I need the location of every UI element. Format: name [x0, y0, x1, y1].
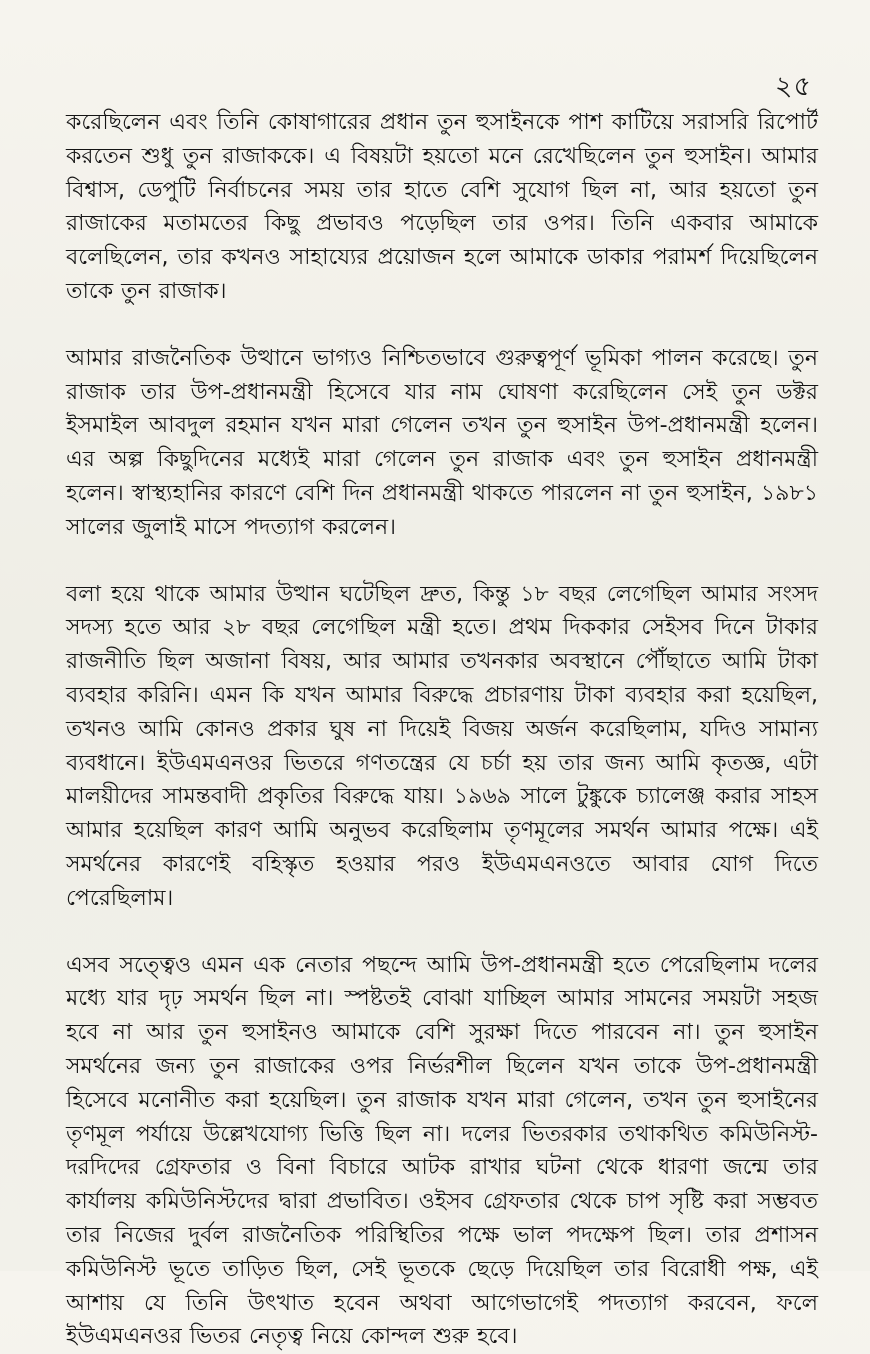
paragraph: আমার রাজনৈতিক উত্থানে ভাগ্যও নিশ্চিতভাবে গুরুত্বপূর্ণ ভূমিকা পালন করেছে। তুন রাজাক তার উপ-প্রধানমন্ত্রী হিসেবে যার নাম ঘোষণা করেছিলেন সেই তুন ডক্টর ইসমাইল আবদুল রহমান যখন মারা গেলেন তখন তুন হুসাইন উপ-প্রধানমন্ত্রী হলেন। এর অল্প কিছুদিনের মধ্যেই মারা গেলেন তুন রাজাক এবং তুন হুসাইন প্রধানমন্ত্রী হলেন। স্বাস্থ্যহানির কারণে বেশি দিন প্রধানমন্ত্রী থাকতে পারলেন না তুন হুসাইন, ১৯৮১ সালের জুলাই মাসে পদত্যাগ করলেন।	[66, 345, 818, 540]
paragraph: করেছিলেন এবং তিনি কোষাগারের প্রধান তুন হুসাইনকে পাশ কাটিয়ে সরাসরি রিপোর্ট করতেন শুধু তুন রাজাককে। এ বিষয়টা হয়তো মনে রেখেছিলেন তুন হুসাইন। আমার বিশ্বাস, ডেপুটি নির্বাচনের সময় তার হাতে বেশি সুযোগ ছিল না, আর হয়তো তুন রাজাকের মতামতের কিছু প্রভাবও পড়েছিল তার ওপর। তিনি একবার আমাকে বলেছিলেন, তার কখনও সাহায্যের প্রয়োজন হলে আমাকে ডাকার পরামর্শ দিয়েছিলেন তাকে তুন রাজাক।	[66, 110, 818, 304]
paragraph: বলা হয়ে থাকে আমার উত্থান ঘটেছিল দ্রুত, কিন্তু ১৮ বছর লেগেছিল আমার সংসদ সদস্য হতে আর ২৮ বছর লেগেছিল মন্ত্রী হতে। প্রথম দিককার সেইসব দিনে টাকার রাজনীতি ছিল অজানা বিষয়, আর আমার তখনকার অবস্থানে পৌঁছাতে আমি টাকা ব্যবহার করিনি। এমন কি যখন আমার বিরুদ্ধে প্রচারণায় টাকা ব্যবহার করা হয়েছিল, তখনও আমি কোনও প্রকার ঘুষ না দিয়েই বিজয় অর্জন করেছিলাম, যদিও সামান্য ব্যবধানে। ইউএমএনওর ভিতরে গণতন্ত্রের যে চর্চা হয় তার জন্য আমি কৃতজ্ঞ, এটা মালয়ীদের সামন্তবাদী প্রকৃতির বিরুদ্ধে যায়। ১৯৬৯ সালে টুঙ্কুকে চ্যালেঞ্জ করার সাহস আমার হয়েছিল কারণ আমি অনুভব করেছিলাম তৃণমূলের সমর্থন আমার পক্ষে। এই সমর্থনের কারণেই বহিস্কৃত হওয়ার পরও ইউএমএনওতে আবার যোগ দিতে পেরেছিলাম।	[66, 581, 818, 911]
page-body	[66, 106, 818, 1354]
paragraph: এসব সত্ত্বেও এমন এক নেতার পছন্দে আমি উপ-প্রধানমন্ত্রী হতে পেরেছিলাম দলের মধ্যে যার দৃঢ় সমর্থন ছিল না। স্পষ্টতই বোঝা যাচ্ছিল আমার সামনের সময়টা সহজ হবে না আর তুন হুসাইনও আমাকে বেশি সুরক্ষা দিতে পারবেন না। তুন হুসাইন সমর্থনের জন্য তুন রাজাকের ওপর নির্ভরশীল ছিলেন যখন তাকে উপ-প্রধানমন্ত্রী হিসেবে মনোনীত করা হয়েছিল। তুন রাজাক যখন মারা গেলেন, তখন তুন হুসাইনের তৃণমূল পর্যায়ে উল্লেখযোগ্য ভিত্তি ছিল না। দলের ভিতরকার তথাকথিত কমিউনিস্ট-দরদিদের গ্রেফতার ও বিনা বিচারে আটক রাখার ঘটনা থেকে ধারণা জন্মে তার কার্যালয় কমিউনিস্টদের দ্বারা প্রভাবিত। ওইসব গ্রেফতার থেকে চাপ সৃষ্টি করা সম্ভবত তার নিজের দুর্বল রাজনৈতিক পরিস্থিতির পক্ষে ভাল পদক্ষেপ ছিল। তার প্রশাসন কমিউনিস্ট ভূতে তাড়িত ছিল, সেই ভূতকে ছেড়ে দিয়েছিল তার বিরোধী পক্ষ, এই আশায় যে তিনি উৎখাত হবেন অথবা আগেভাগেই পদত্যাগ করবেন, ফলে ইউএমএনওর ভিতর নেতৃত্ব নিয়ে কোন্দল শুরু হবে।	[66, 952, 818, 1350]
page-number: ২৫	[774, 71, 812, 102]
